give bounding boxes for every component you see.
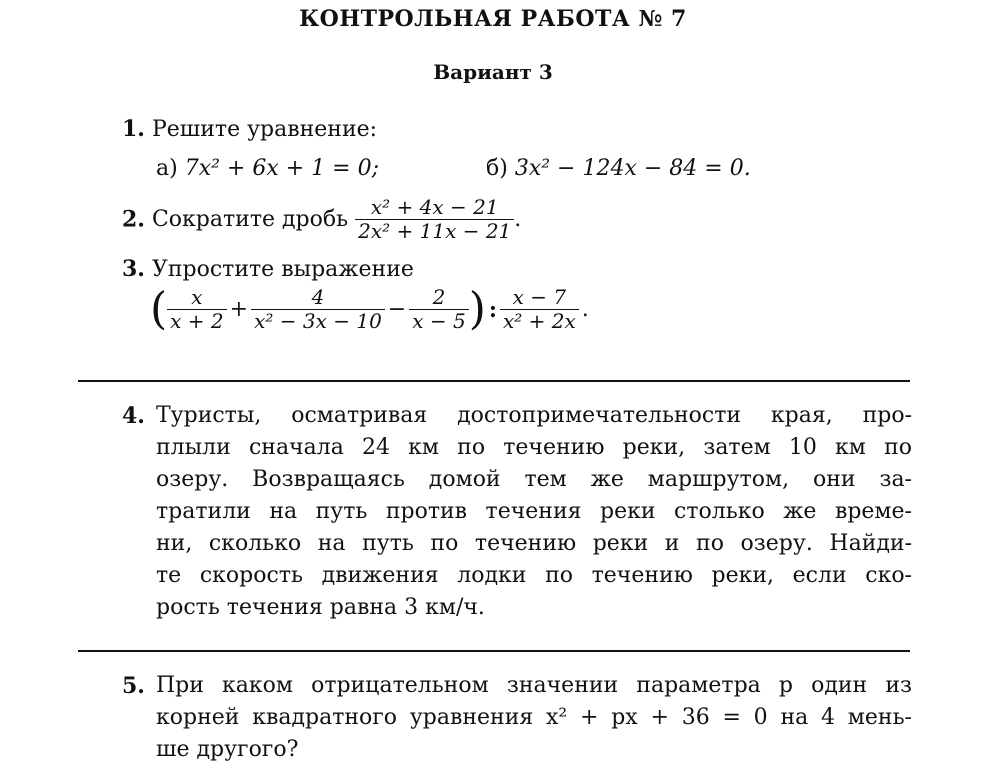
task-5-line: При каком отрицательном значении параметра p один из: [156, 673, 912, 698]
left-parenthesis: (: [150, 283, 168, 335]
task-3-expression: [150, 283, 592, 335]
task-5-line: ше другого?: [156, 737, 299, 762]
fraction-4-numerator: x − 7: [500, 286, 579, 310]
task-4-line: плыли сначала 24 км по течению реки, затем 10 км по: [156, 435, 912, 460]
task-4-line: ни, сколько на путь по течению реки и по озеру. Найди-: [156, 531, 912, 556]
task-4-number: 4.: [122, 403, 145, 429]
fraction-2-numerator: 4: [251, 286, 385, 310]
task-2-fraction: [355, 196, 514, 243]
task-1-text: Решите уравнение:: [151, 117, 378, 142]
task-2-numerator: x² + 4x − 21: [355, 196, 514, 220]
task-4-line: тратили на путь против течения реки столько же време-: [156, 499, 912, 524]
task-1: [122, 116, 377, 142]
task-3-number: 3.: [122, 256, 145, 282]
section-divider-2: [78, 650, 910, 652]
task-4-text: [156, 400, 912, 624]
task-4: [122, 400, 912, 624]
task-2-text: Сократите дробь: [151, 207, 349, 232]
task-1b: [486, 156, 751, 181]
task-1b-equation: 3x² − 124x − 84 = 0.: [514, 156, 751, 181]
task-1-number: 1.: [122, 116, 145, 142]
task-3-period: .: [581, 297, 589, 322]
task-5-number: 5.: [122, 673, 145, 699]
fraction-3-numerator: 2: [409, 286, 468, 310]
right-parenthesis: ): [468, 283, 486, 335]
task-3-text: Упростите выражение: [151, 257, 414, 282]
task-1a: [156, 156, 379, 181]
minus-sign: −: [387, 297, 407, 322]
fraction-1-denominator: x + 2: [170, 309, 224, 333]
task-5-text: [156, 670, 912, 766]
variant-heading: Вариант 3: [433, 60, 553, 84]
task-1a-equation: 7x² + 6x + 1 = 0;: [184, 156, 379, 181]
task-3-fraction-4: [500, 286, 579, 333]
section-divider-1: [78, 380, 910, 382]
fraction-1-numerator: x: [167, 286, 226, 310]
task-2-number: 2.: [122, 206, 145, 233]
task-4-line: Туристы, осматривая достопримечательности края, про-: [156, 403, 912, 428]
task-4-line: рость течения равна 3 км/ч.: [156, 595, 485, 620]
task-3-fraction-1: [167, 286, 226, 333]
task-3-fraction-2: [251, 286, 385, 333]
fraction-3-denominator: x − 5: [412, 309, 466, 333]
task-2: [122, 196, 521, 243]
fraction-2-denominator: x² − 3x − 10: [254, 309, 382, 333]
fraction-4-denominator: x² + 2x: [503, 309, 576, 333]
task-4-line: те скорость движения лодки по течению реки, если ско-: [156, 563, 912, 588]
task-3-fraction-3: [409, 286, 468, 333]
task-1b-label: б): [486, 156, 508, 181]
task-1a-label: а): [156, 156, 178, 181]
task-2-denominator: 2x² + 11x − 21: [358, 219, 512, 243]
task-5: [122, 670, 912, 766]
task-3: [122, 256, 414, 282]
task-4-line: озеру. Возвращаясь домой тем же маршрутом, они за-: [156, 467, 912, 492]
plus-sign: +: [229, 297, 249, 322]
division-colon: :: [488, 296, 498, 323]
task-2-period: .: [514, 207, 522, 232]
task-5-line: корней квадратного уравнения x² + px + 36 = 0 на 4 мень-: [156, 705, 912, 730]
page-title: КОНТРОЛЬНАЯ РАБОТА № 7: [299, 6, 687, 32]
